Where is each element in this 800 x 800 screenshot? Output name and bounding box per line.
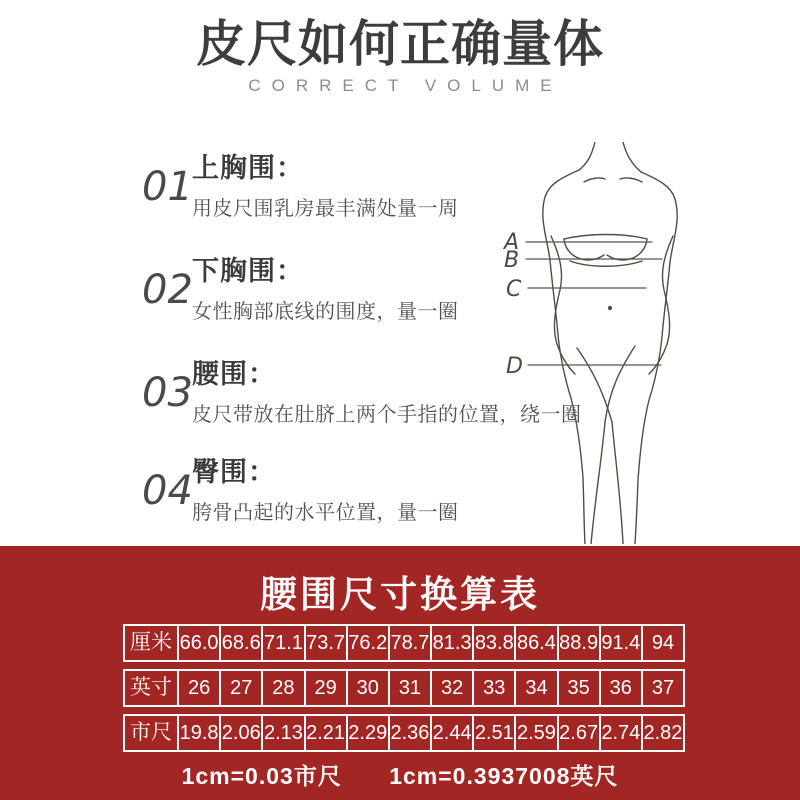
value-cell: 78.7 bbox=[388, 624, 430, 662]
value-cell: 32 bbox=[430, 669, 472, 707]
value-cell: 34 bbox=[514, 669, 556, 707]
value-cell: 2.74 bbox=[599, 714, 641, 752]
value-cell: 91.4 bbox=[599, 624, 641, 662]
value-cell: 30 bbox=[346, 669, 388, 707]
value-cell: 2.51 bbox=[472, 714, 514, 752]
step-number: 01 bbox=[142, 164, 193, 210]
value-cell: 2.13 bbox=[261, 714, 303, 752]
step-description: 女性胸部底线的围度，量一圈 bbox=[192, 301, 459, 323]
value-cell: 71.1 bbox=[261, 624, 303, 662]
navel-dot bbox=[608, 306, 612, 310]
row-label-cell: 厘米 bbox=[123, 624, 177, 662]
value-cell: 2.82 bbox=[641, 714, 685, 752]
value-cell: 68.6 bbox=[219, 624, 261, 662]
value-cell: 2.36 bbox=[388, 714, 430, 752]
step-number: 03 bbox=[142, 370, 193, 416]
step-heading: 腰围： bbox=[192, 359, 276, 389]
value-cell: 2.21 bbox=[304, 714, 346, 752]
footnote-inch: 1cm=0.3937008英尺 bbox=[389, 763, 619, 789]
label-A: A bbox=[504, 230, 520, 255]
step-description: 胯骨凸起的水平位置，量一圈 bbox=[192, 502, 459, 524]
body-figure bbox=[493, 142, 715, 544]
value-cell: 94 bbox=[641, 624, 685, 662]
value-cell: 36 bbox=[599, 669, 641, 707]
conversion-section bbox=[0, 546, 800, 800]
table-row bbox=[123, 624, 685, 662]
conversion-table bbox=[123, 624, 685, 752]
value-cell: 29 bbox=[304, 669, 346, 707]
value-cell: 2.59 bbox=[514, 714, 556, 752]
value-cell: 2.67 bbox=[557, 714, 599, 752]
table-row bbox=[123, 714, 685, 752]
value-cell: 66.0 bbox=[177, 624, 219, 662]
value-cell: 2.44 bbox=[430, 714, 472, 752]
step-description: 用皮尺围乳房最丰满处量一周 bbox=[192, 198, 459, 220]
value-cell: 86.4 bbox=[514, 624, 556, 662]
step-description: 皮尺带放在肚脐上两个手指的位置，绕一圈 bbox=[192, 404, 582, 426]
value-cell: 81.3 bbox=[430, 624, 472, 662]
value-cell: 26 bbox=[177, 669, 219, 707]
value-cell: 31 bbox=[388, 669, 430, 707]
value-cell: 27 bbox=[219, 669, 261, 707]
label-B: B bbox=[504, 248, 520, 273]
page-subtitle: CORRECT VOLUME bbox=[248, 76, 563, 95]
value-cell: 2.06 bbox=[219, 714, 261, 752]
row-label-cell: 英寸 bbox=[123, 669, 177, 707]
value-cell: 28 bbox=[261, 669, 303, 707]
conversion-footnote bbox=[0, 758, 800, 791]
step-heading: 臀围： bbox=[192, 457, 276, 487]
step-heading: 下胸围： bbox=[192, 256, 304, 286]
page-title: 皮尺如何正确量体 bbox=[196, 16, 604, 72]
footnote-shichi: 1cm=0.03市尺 bbox=[181, 763, 342, 789]
table-row bbox=[123, 669, 685, 707]
step-heading: 上胸围： bbox=[192, 153, 304, 183]
step-upper-bust bbox=[142, 146, 459, 221]
value-cell: 83.8 bbox=[472, 624, 514, 662]
step-number: 04 bbox=[142, 468, 193, 514]
value-cell: 37 bbox=[641, 669, 685, 707]
value-cell: 88.9 bbox=[557, 624, 599, 662]
conversion-title: 腰围尺寸换算表 bbox=[260, 574, 540, 615]
value-cell: 35 bbox=[557, 669, 599, 707]
figure-outline bbox=[543, 142, 677, 544]
value-cell: 76.2 bbox=[346, 624, 388, 662]
step-hip bbox=[142, 450, 459, 525]
value-cell: 2.29 bbox=[346, 714, 388, 752]
value-cell: 33 bbox=[472, 669, 514, 707]
label-D: D bbox=[506, 354, 523, 379]
row-label-cell: 市尺 bbox=[123, 714, 177, 752]
value-cell: 73.7 bbox=[304, 624, 346, 662]
step-number: 02 bbox=[142, 267, 193, 313]
step-under-bust bbox=[142, 249, 459, 324]
value-cell: 19.8 bbox=[177, 714, 219, 752]
label-C: C bbox=[506, 277, 522, 302]
